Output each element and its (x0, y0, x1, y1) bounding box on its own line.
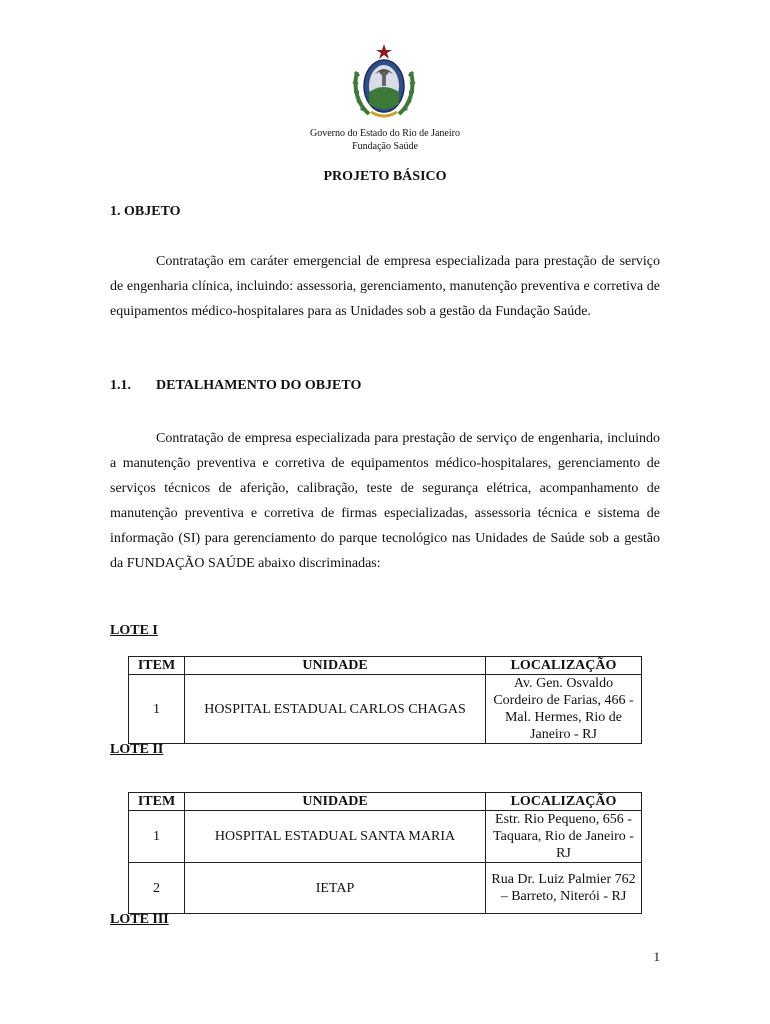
lote-3-label: LOTE III (110, 912, 169, 927)
table-row (129, 811, 642, 863)
state-coat-of-arms-icon (347, 42, 421, 122)
government-name: Governo do Estado do Rio de Janeiro (310, 128, 460, 139)
cell-localizacao: Av. Gen. Osvaldo Cordeiro de Farias, 466 - Mal. Hermes, Rio de Janeiro - RJ (486, 675, 642, 744)
section-1-heading: 1. OBJETO (110, 204, 181, 219)
lote-1-table (128, 656, 642, 744)
cell-item: 2 (129, 863, 185, 914)
header-item: ITEM (129, 657, 185, 675)
table-header-row (129, 657, 642, 675)
cell-unidade: HOSPITAL ESTADUAL SANTA MARIA (185, 811, 486, 863)
table-row (129, 675, 642, 744)
table-header-row (129, 793, 642, 811)
section-1-1-heading (110, 378, 361, 394)
lote-2-label: LOTE II (110, 742, 164, 757)
table-row (129, 863, 642, 914)
cell-item: 1 (129, 811, 185, 863)
cell-localizacao: Estr. Rio Pequeno, 656 - Taquara, Rio de Janeiro - RJ (486, 811, 642, 863)
header-unidade: UNIDADE (185, 793, 486, 811)
header-unidade: UNIDADE (185, 657, 486, 675)
section-1-1-number: 1.1. (110, 378, 131, 393)
document-title: PROJETO BÁSICO (323, 169, 447, 184)
cell-localizacao: Rua Dr. Luiz Palmier 762 – Barreto, Niterói - RJ (486, 863, 642, 914)
section-1-text: Contratação em caráter emergencial de empresa especializada para prestação de serviço de engenharia clínica, incluindo: assessoria, gerenciamento, manutenção preventiva e corretiva de equipamentos médico-hospitalares para as Unidades sob a gestão da Fundação Saúde. (110, 254, 660, 319)
page-number: 1 (653, 949, 660, 964)
section-1-1-title: DETALHAMENTO DO OBJETO (156, 378, 362, 393)
section-1-1-text: Contratação de empresa especializada para prestação de serviço de engenharia, incluindo a manutenção preventiva e corretiva de equipamentos médico-hospitalares, gerenciamento de serviços técnicos de aferição, calibração, teste de segurança elétrica, acompanhamento de manutenção preventiva e corretiva de firmas especializadas, assessoria técnica e sistema de informação (SI) para gerenciamento do parque tecnológico nas Unidades de Saúde sob a gestão da FUNDAÇÃO SAÚDE abaixo discriminadas: (110, 431, 660, 571)
lote-1-label: LOTE I (110, 623, 158, 638)
foundation-name: Fundação Saúde (352, 141, 418, 152)
lote-2-table (128, 792, 642, 914)
header-localizacao: LOCALIZAÇÃO (486, 657, 642, 675)
cell-unidade: HOSPITAL ESTADUAL CARLOS CHAGAS (185, 675, 486, 744)
header-item: ITEM (129, 793, 185, 811)
cell-item: 1 (129, 675, 185, 744)
cell-unidade: IETAP (185, 863, 486, 914)
header-localizacao: LOCALIZAÇÃO (486, 793, 642, 811)
